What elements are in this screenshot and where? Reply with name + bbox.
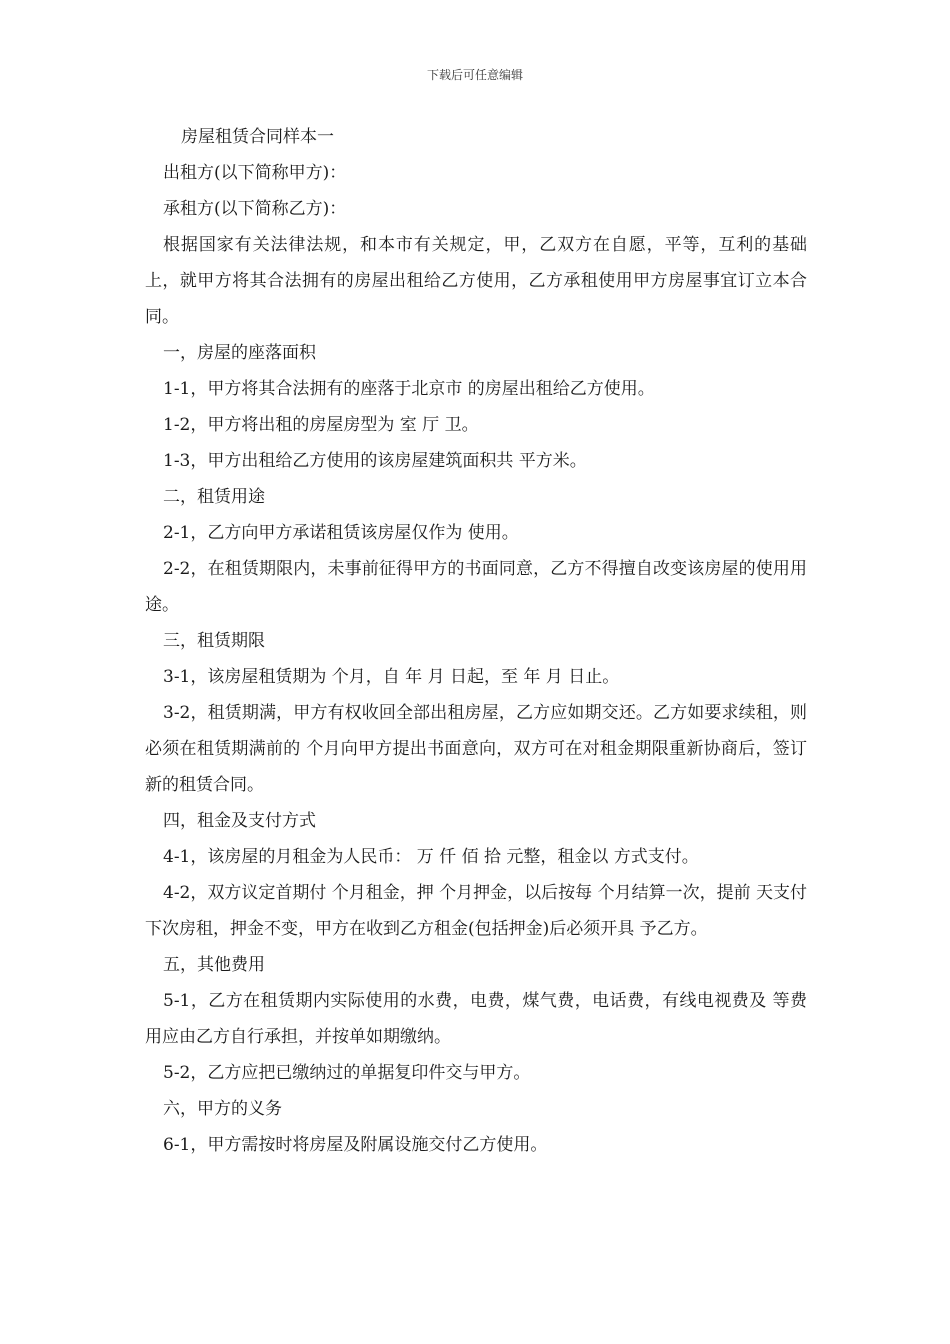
clause-paragraph: 5-2，乙方应把已缴纳过的单据复印件交与甲方。 [163,1063,531,1083]
clause-paragraph: 4-1，该房屋的月租金为人民币： 万 仟 佰 拾 元整，租金以 方式支付。 [163,847,699,867]
clause-paragraph: 1-3，甲方出租给乙方使用的该房屋建筑面积共 平方米。 [163,451,587,471]
party-b-line: 承租方(以下简称乙方)： [163,199,347,219]
contract-body [145,119,807,1163]
section-heading: 三，租赁期限 [163,631,265,651]
clause-paragraph: 1-2，甲方将出租的房屋房型为 室 厅 卫。 [163,415,479,435]
section-heading: 四，租金及支付方式 [163,811,316,831]
clause-paragraph: 2-2，在租赁期限内，未事前征得甲方的书面同意，乙方不得擅自改变该房屋的使用用途。 [145,559,807,615]
preamble-paragraph: 根据国家有关法律法规，和本市有关规定，甲，乙双方在自愿，平等，互利的基础上，就甲方将其合法拥有的房屋出租给乙方使用，乙方承租使用甲方房屋事宜订立本合同。 [145,235,807,327]
section-heading: 一，房屋的座落面积 [163,343,316,363]
clause-paragraph: 3-1，该房屋租赁期为 个月，自 年 月 日起，至 年 月 日止。 [163,667,620,687]
section-heading: 六，甲方的义务 [163,1099,282,1119]
clause-paragraph: 6-1，甲方需按时将房屋及附属设施交付乙方使用。 [163,1135,548,1155]
clause-paragraph: 4-2，双方议定首期付 个月租金，押 个月押金，以后按每 个月结算一次，提前 天支付下次房租，押金不变，甲方在收到乙方租金(包括押金)后必须开具 予乙方。 [145,883,807,939]
document-title: 房屋租赁合同样本一 [181,127,334,147]
clause-paragraph: 5-1，乙方在租赁期内实际使用的水费，电费，煤气费，电话费，有线电视费及 等费用应由乙方自行承担，并按单如期缴纳。 [145,991,807,1047]
clause-paragraph: 3-2，租赁期满，甲方有权收回全部出租房屋，乙方应如期交还。乙方如要求续租，则必须在租赁期满前的 个月向甲方提出书面意向，双方可在对租金期限重新协商后，签订新的租赁合同。 [145,703,807,795]
clause-paragraph: 1-1，甲方将其合法拥有的座落于北京市 的房屋出租给乙方使用。 [163,379,655,399]
section-heading: 五，其他费用 [163,955,265,975]
page-header-note: 下载后可任意编辑 [426,68,523,82]
clause-paragraph: 2-1，乙方向甲方承诺租赁该房屋仅作为 使用。 [163,523,519,543]
section-heading: 二，租赁用途 [163,487,265,507]
party-a-line: 出租方(以下简称甲方)： [163,163,347,183]
